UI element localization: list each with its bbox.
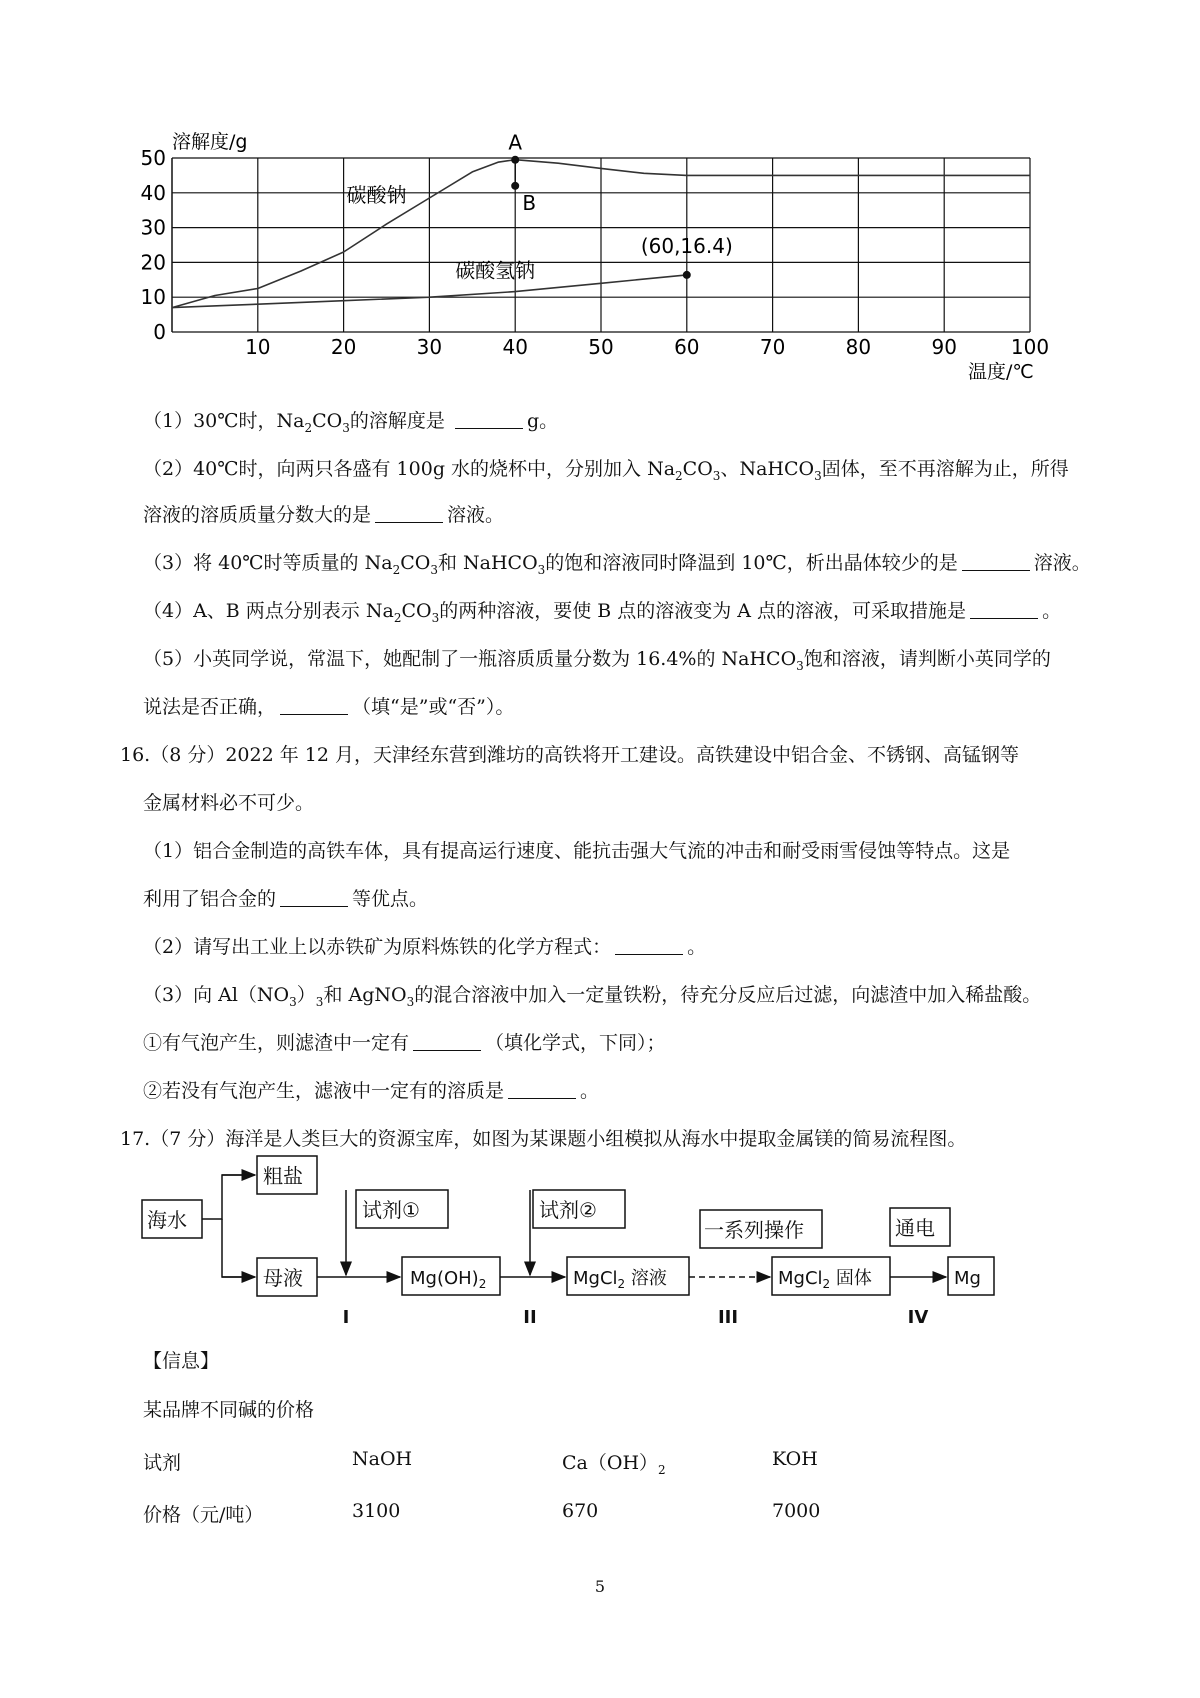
q15-3: （3）将 40℃时等质量的 $Na_2CO_3$和 NaHCO$_3$的饱和溶液同时降温到 10℃，析出晶体较少的是 溶液。 xyxy=(143,552,1091,577)
x-tick-label: 40 xyxy=(502,335,528,359)
seawater-label: 海水 xyxy=(147,1208,187,1232)
step-III-label: III xyxy=(717,1307,739,1328)
x-tick-label: 30 xyxy=(416,335,443,359)
x-tick-label: 10 xyxy=(245,335,271,359)
answer-blank[interactable] xyxy=(375,504,443,523)
answer-blank[interactable] xyxy=(413,1032,481,1051)
q16-2: （2）请写出工业上以赤铁矿为原料炼铁的化学方程式： 。 xyxy=(143,936,707,958)
point-2 xyxy=(511,182,519,190)
y-tick-label: 50 xyxy=(140,146,166,170)
answer-blank[interactable] xyxy=(970,600,1038,619)
x-tick-label: 80 xyxy=(845,335,872,359)
point-1 xyxy=(511,156,519,164)
y-tick-label: 20 xyxy=(140,250,166,275)
magnesium-flow-diagram xyxy=(0,1150,1200,1350)
q16-3: （3）向 $Al(NO_3)_3$和 AgNO$_3$的混合溶液中加入一定量铁粉，待充分反应后过滤，向滤渣中加入稀盐酸。 xyxy=(143,984,1042,1009)
table-header-naoh: NaOH xyxy=(352,1448,413,1470)
step-IV-label: IV xyxy=(907,1307,929,1328)
y-tick-label: 40 xyxy=(140,180,166,205)
mgoh2-label: $Mg(OH)_2$ xyxy=(410,1268,487,1291)
q15-1: （1）30℃时，$Na_2CO_3$的溶解度是 g。 xyxy=(143,410,559,435)
series-label-1: 碳酸钠 xyxy=(346,183,407,208)
page-number: 5 xyxy=(594,1577,606,1596)
x-tick-label: 20 xyxy=(330,335,357,359)
q16-1-line1: （1）铝合金制造的高铁车体，具有提高运行速度、能抗击强大气流的冲击和耐受雨雪侵蚀等特点。这是 xyxy=(143,840,1011,862)
y-tick-label: 0 xyxy=(153,320,166,344)
table-cell-naoh-price: 3100 xyxy=(352,1500,401,1522)
mg-label: Mg xyxy=(954,1268,981,1289)
operations-label: 一系列操作 xyxy=(704,1218,804,1242)
x-tick-label: 100 xyxy=(1010,335,1050,359)
answer-blank[interactable] xyxy=(280,888,348,907)
table-cell-caoh2-price: 670 xyxy=(562,1500,599,1522)
info-heading: 【信息】 xyxy=(143,1350,220,1372)
answer-blank[interactable] xyxy=(455,410,523,429)
y-axis-label: 溶解度/g xyxy=(172,131,248,153)
x-tick-label: 60 xyxy=(674,335,700,359)
answer-blank[interactable] xyxy=(280,696,348,715)
mgcl2-solution-label: MgCl$_2$ 溶液 xyxy=(573,1268,667,1291)
q16-stem-line1: 16.（8 分）2022 年 12 月，天津经东营到潍坊的高铁将开工建设。高铁建设中铝合金、不锈钢、高锰钢等 xyxy=(120,744,1019,766)
step-I-label: I xyxy=(342,1307,350,1328)
x-axis-label: 温度/℃ xyxy=(968,361,1034,383)
q15-5-line1: （5）小英同学说，常温下，她配制了一瓶溶质质量分数为 16.4%的 NaHCO$_3$饱和溶液，请判断小英同学的 xyxy=(143,648,1051,673)
answer-blank[interactable] xyxy=(962,552,1030,571)
x-tick-label: 50 xyxy=(588,335,614,359)
y-tick-labels xyxy=(141,146,166,344)
reagent1-label: 试剂① xyxy=(362,1198,420,1222)
point-label-2: B xyxy=(522,190,537,215)
table-cell-koh-price: 7000 xyxy=(772,1500,821,1522)
branch-line xyxy=(222,1219,252,1277)
point-label-3: (60,16.4) xyxy=(640,233,733,258)
y-tick-label: 30 xyxy=(140,215,166,240)
crude-salt-label: 粗盐 xyxy=(263,1164,303,1188)
table-header-caoh2: $Ca(OH)_2$ xyxy=(562,1452,666,1477)
solubility-chart xyxy=(0,0,1200,400)
q16-3-1: ①有气泡产生，则滤渣中一定有 （填化学式，下同）； xyxy=(143,1032,666,1054)
q16-1-line2: 利用了铝合金的 等优点。 xyxy=(143,888,429,910)
table-header-reagent: 试剂 xyxy=(143,1452,182,1474)
branch-line xyxy=(202,1175,252,1219)
point-label-1: A xyxy=(508,130,523,155)
chart-points xyxy=(508,131,732,279)
step-II-label: II xyxy=(523,1307,537,1328)
x-tick-label: 90 xyxy=(931,335,957,359)
reagent2-label: 试剂② xyxy=(539,1198,597,1222)
q15-4: （4）A、B 两点分别表示 $Na_2CO_3$的两种溶液，要使 B 点的溶液变为 A 点的溶液，可采取措施是 。 xyxy=(143,600,1062,625)
series-label-2: 碳酸氢钠 xyxy=(455,258,536,283)
answer-blank[interactable] xyxy=(615,936,683,955)
q17-stem: 17.（7 分）海洋是人类巨大的资源宝库，如图为某课题小组模拟从海水中提取金属镁的简易流程图。 xyxy=(120,1128,967,1150)
answer-blank[interactable] xyxy=(508,1080,576,1099)
info-caption: 某品牌不同碱的价格 xyxy=(143,1399,315,1421)
chart-grid xyxy=(172,158,1030,332)
q16-stem-line2: 金属材料必不可少。 xyxy=(143,792,315,814)
table-header-koh: KOH xyxy=(772,1448,818,1470)
q16-3-2: ②若没有气泡产生，滤液中一定有的溶质是 。 xyxy=(143,1080,600,1102)
mgcl2-solid-label: MgCl$_2$ 固体 xyxy=(778,1268,872,1291)
x-tick-labels xyxy=(245,335,1049,359)
table-row-label: 价格（元/吨） xyxy=(143,1504,264,1526)
x-tick-label: 70 xyxy=(759,335,786,359)
y-tick-label: 10 xyxy=(140,285,166,310)
mother-liquor-label: 母液 xyxy=(263,1266,303,1290)
q15-5-line2: 说法是否正确， （填“是”或“否”）。 xyxy=(143,696,515,718)
electrolysis-label: 通电 xyxy=(895,1216,935,1240)
q15-2-line2: 溶液的溶质质量分数大的是 溶液。 xyxy=(143,504,505,526)
point-3 xyxy=(683,271,691,279)
q15-2-line1: （2）40℃时，向两只各盛有 100g 水的烧杯中，分别加入 $Na_2CO_3$、NaHCO$_3$固体，至不再溶解为止，所得 xyxy=(143,458,1069,483)
